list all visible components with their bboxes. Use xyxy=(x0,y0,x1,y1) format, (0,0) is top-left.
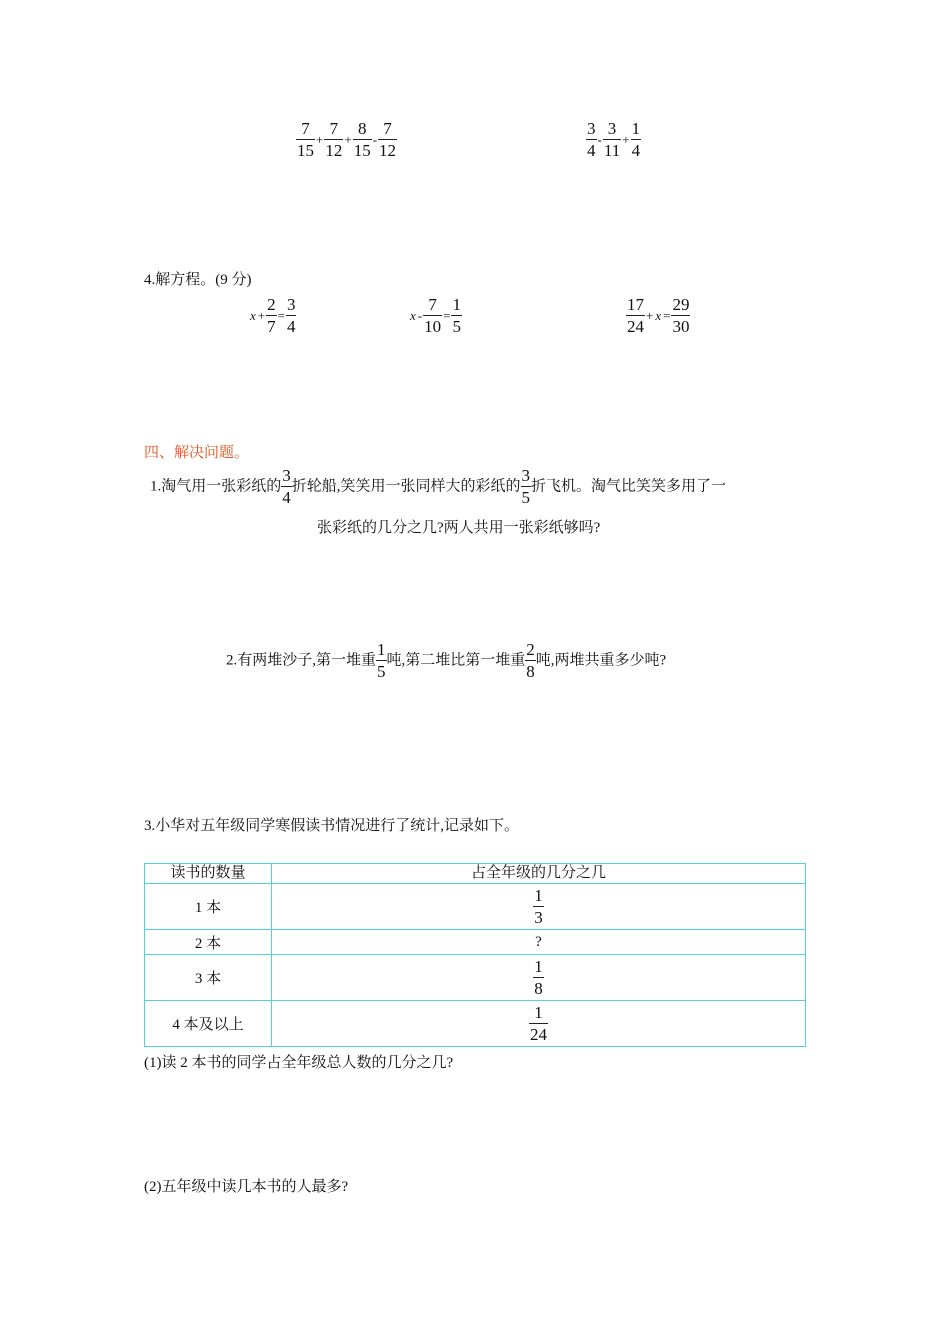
fraction: $\frac{3}{4}$ xyxy=(587,119,596,160)
table-header: 占全年级的几分之几 xyxy=(272,864,806,884)
calc-expression-1 xyxy=(296,118,397,161)
table-row xyxy=(145,884,806,930)
question-1-line-2: 张彩纸的几分之几?两人共用一张彩纸够吗? xyxy=(317,520,601,536)
fraction: $\frac{7}{15}$ xyxy=(297,119,314,160)
fraction: $\frac{17}{24}$ xyxy=(627,295,644,336)
fraction: $\frac{2}{7}$ xyxy=(267,295,276,336)
operator: - xyxy=(597,131,602,147)
fraction: $\frac{1}{5}$ xyxy=(377,640,386,681)
table-cell-value xyxy=(272,955,806,1001)
fraction: $\frac{1}{3}$ xyxy=(534,886,543,927)
fraction: $\frac{7}{10}$ xyxy=(424,295,442,336)
equation-2: x - $\frac{7}{10}$ = $\frac{1}{5}$ xyxy=(410,295,461,336)
operator: - xyxy=(372,131,378,147)
fraction: $\frac{8}{15}$ xyxy=(353,119,371,160)
fraction: $\frac{2}{8}$ xyxy=(526,640,535,681)
fraction: $\frac{29}{30}$ xyxy=(672,295,690,336)
equation-3: $\frac{17}{24}$ + x = $\frac{29}{30}$ xyxy=(627,295,690,336)
question-1-line-1: 1.淘气用一张彩纸的 $\frac{3}{4}$ 折轮船,笑笑用一张同样大的彩纸的 $\frac{3}{5}$ 折飞机。淘气比笑笑多用了一 xyxy=(150,466,727,507)
part-4-heading: 四、解决问题。 xyxy=(144,445,250,461)
table-cell-value xyxy=(272,884,806,930)
table-header-row xyxy=(145,864,806,884)
fraction: $\frac{3}{4}$ xyxy=(282,466,291,507)
fraction: $\frac{1}{5}$ xyxy=(452,295,461,336)
table-cell-value xyxy=(272,1001,806,1047)
table-header: 读书的数量 xyxy=(145,864,272,884)
question-3-intro: 3.小华对五年级同学寒假读书情况进行了统计,记录如下。 xyxy=(144,818,520,834)
calc-expression-2 xyxy=(586,118,641,161)
fraction: $\frac{1}{8}$ xyxy=(534,957,543,998)
fraction: $\frac{3}{5}$ xyxy=(521,466,531,507)
operator: + xyxy=(344,131,352,147)
table-cell-label: 3 本 xyxy=(145,955,272,1001)
table-row xyxy=(145,1001,806,1047)
fraction: $\frac{7}{12}$ xyxy=(379,119,397,160)
fraction: $\frac{3}{4}$ xyxy=(286,295,296,336)
operator: + xyxy=(622,131,630,147)
section-4-title: 4.解方程。(9 分) xyxy=(144,272,252,288)
question-2: 2.有两堆沙子,第一堆重 $\frac{1}{5}$ 吨,第二堆比第一堆重 $\frac{2}{8}$ 吨,两堆共重多少吨? xyxy=(226,640,667,681)
operator: + xyxy=(316,131,324,147)
table-row xyxy=(145,955,806,1001)
table-cell-label: 1 本 xyxy=(145,884,272,930)
fraction: $\frac{7}{12}$ xyxy=(325,119,343,160)
fraction: $\frac{3}{11}$ xyxy=(603,119,621,160)
table-cell-label: 4 本及以上 xyxy=(145,1001,272,1047)
question-3-sub-2: (2)五年级中读几本书的人最多? xyxy=(144,1179,349,1195)
fraction: $\frac{1}{24}$ xyxy=(530,1003,547,1044)
question-3-sub-1: (1)读 2 本书的同学占全年级总人数的几分之几? xyxy=(144,1055,454,1071)
fraction: $\frac{1}{4}$ xyxy=(631,119,641,160)
table-row xyxy=(145,930,806,955)
equation-1: x + $\frac{2}{7}$ = $\frac{3}{4}$ xyxy=(250,295,296,336)
reading-stats-table xyxy=(144,863,806,1047)
table-cell-value: ? xyxy=(272,930,806,955)
table-cell-label: 2 本 xyxy=(145,930,272,955)
